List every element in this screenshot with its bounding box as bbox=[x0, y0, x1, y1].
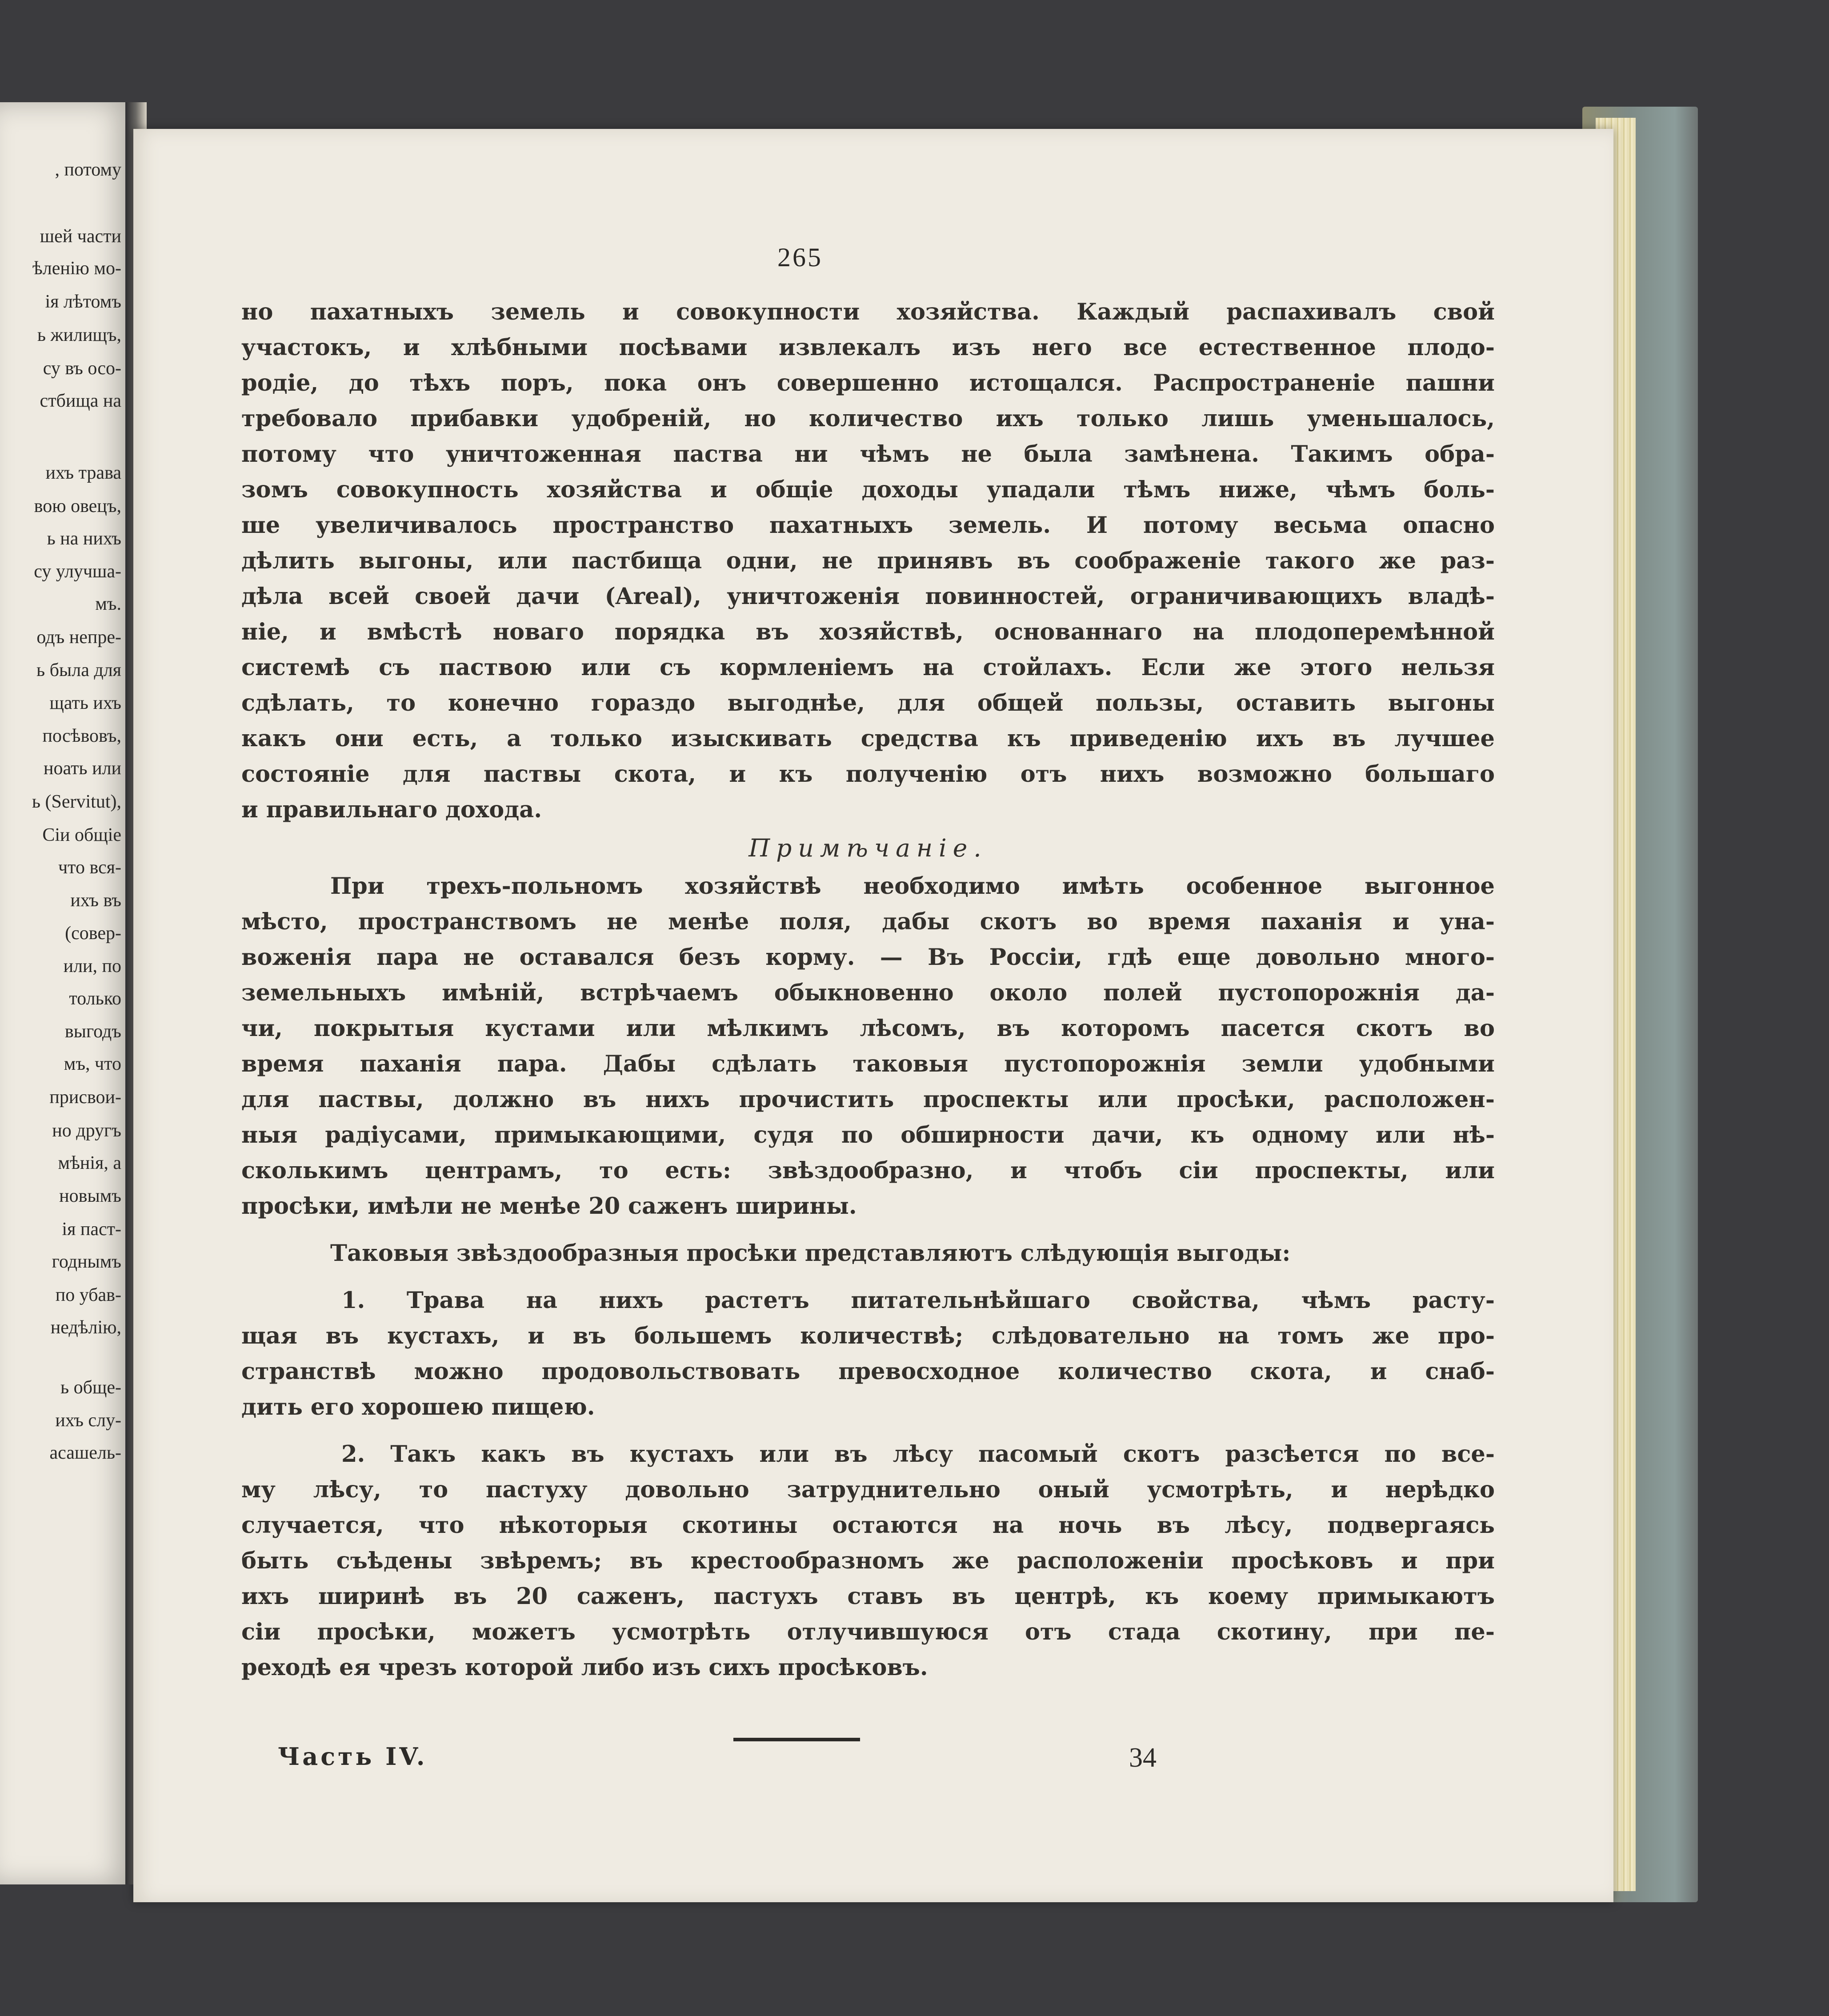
text-line: дѣлить выгоны, или пастбища одни, не принявъ въ соображеніе такого же раз- bbox=[241, 548, 1495, 574]
text-line: время паханія пара. Дабы сдѣлать таковыя пустопорожнія земли удобными bbox=[241, 1051, 1495, 1077]
text-line: дить его хорошею пищею. bbox=[241, 1394, 595, 1420]
text-line: реходѣ ея чрезъ которой либо изъ сихъ просѣковъ. bbox=[241, 1654, 928, 1681]
text-line: ихъ ширинѣ въ 20 саженъ, пастухъ ставъ въ центрѣ, къ коему примыкаютъ bbox=[241, 1583, 1495, 1610]
left-page-line: мъ. bbox=[95, 594, 121, 614]
text-line: но пахатныхъ земель и совокупности хозяйства. Каждый распахивалъ свой bbox=[241, 299, 1495, 325]
text-line: ныя радіусами, примыкающими, судя по обширности дачи, къ одному или нѣ- bbox=[241, 1122, 1495, 1148]
paragraph-main bbox=[241, 294, 1495, 828]
left-page-line: су улучша- bbox=[34, 561, 121, 582]
current-page bbox=[133, 129, 1613, 1902]
list-item-2 bbox=[241, 1436, 1495, 1685]
left-page-line: стбища на bbox=[40, 391, 121, 411]
text-line: Таковыя звѣздообразныя просѣки представляютъ слѣдующія выгоды: bbox=[330, 1240, 1291, 1267]
left-page-line: ія лѣтомъ bbox=[45, 292, 121, 312]
text-line: родіе, до тѣхъ поръ, пока онъ совершенно истощался. Распространеніе пашни bbox=[241, 370, 1495, 396]
left-page-line: ихъ въ bbox=[70, 890, 121, 911]
footer-sheet-number: 34 bbox=[1129, 1743, 1157, 1773]
text-line: 1. Трава на нихъ растетъ питательнѣйшаго свойства, чѣмъ расту- bbox=[341, 1287, 1495, 1314]
note-heading: Примѣчаніе. bbox=[748, 834, 988, 862]
left-page-line: но другъ bbox=[52, 1120, 121, 1141]
left-page-line: шей части bbox=[40, 226, 121, 247]
text-line: щая въ кустахъ, и въ большемъ количествѣ; слѣдовательно на томъ же про- bbox=[241, 1323, 1495, 1349]
left-page-line: ноать или bbox=[44, 758, 121, 779]
left-page-line: Сіи общіе bbox=[42, 825, 121, 845]
page-text bbox=[241, 294, 1495, 1685]
left-page-line: посѣвовъ, bbox=[42, 726, 121, 746]
paragraph-note bbox=[241, 868, 1495, 1224]
left-page-line: , потому bbox=[55, 160, 121, 180]
text-line: ніе, и вмѣстѣ новаго порядка въ хозяйствѣ, основаннаго на плодоперемѣнной bbox=[241, 619, 1495, 645]
left-page-line: по убав- bbox=[55, 1285, 121, 1305]
text-line: системѣ съ паствою или съ кормленіемъ на стойлахъ. Если же этого нельзя bbox=[241, 654, 1495, 681]
text-line: для паствы, должно въ нихъ прочистить проспекты или просѣки, расположен- bbox=[241, 1086, 1495, 1113]
left-page-line: ь была для bbox=[36, 660, 121, 680]
left-page-line: одъ непре- bbox=[36, 627, 121, 648]
left-page-line: ь обще- bbox=[60, 1377, 121, 1398]
previous-page bbox=[0, 102, 131, 1884]
left-page-line: годнымъ bbox=[52, 1252, 121, 1272]
text-line: земельныхъ имѣній, встрѣчаемъ обыкновенно около полей пустопорожнія да- bbox=[241, 980, 1495, 1006]
text-line: и правильнаго дохода. bbox=[241, 796, 542, 823]
text-line: сдѣлать, то конечно гораздо выгоднѣе, для общей пользы, оставить выгоны bbox=[241, 690, 1495, 716]
text-line: 2. Такъ какъ въ кустахъ или въ лѣсу пасомый скотъ разсѣется по все- bbox=[341, 1441, 1495, 1468]
text-line: му лѣсу, то пастуху довольно затруднительно оный усмотрѣть, и нерѣдко bbox=[241, 1476, 1495, 1503]
left-page-line: вою овецъ, bbox=[34, 496, 121, 516]
left-page-line: выгодъ bbox=[64, 1021, 121, 1042]
page-number: 265 bbox=[777, 243, 823, 272]
left-page-line: щать ихъ bbox=[49, 693, 121, 713]
text-line: состояніе для паствы скота, и къ полученію отъ нихъ возможно большаго bbox=[241, 761, 1495, 788]
text-line: сіи просѣки, можетъ усмотрѣть отлучившуюся отъ стада скотину, при пе- bbox=[241, 1619, 1495, 1645]
paragraph-advantages bbox=[241, 1236, 1495, 1271]
left-page-line: недѣлію, bbox=[50, 1317, 121, 1338]
left-page-line: ь (Servitut), bbox=[32, 792, 121, 812]
text-line: При трехъ-польномъ хозяйствѣ необходимо имѣть особенное выгонное bbox=[330, 873, 1495, 900]
left-page-line: ь жилищъ, bbox=[37, 325, 121, 345]
left-page-line: (совер- bbox=[65, 923, 121, 944]
text-line: требовало прибавки удобреній, но количество ихъ только лишь уменьшалось, bbox=[241, 405, 1495, 432]
text-line: какъ они есть, а только изыскивать средства къ приведенію ихъ въ лучшее bbox=[241, 725, 1495, 752]
left-page-line: что вся- bbox=[58, 857, 121, 878]
list-item-1 bbox=[241, 1283, 1495, 1425]
text-line: потому что уничтоженная паства ни чѣмъ не была замѣнена. Такимъ обра- bbox=[241, 441, 1495, 468]
left-page-line: су въ осо- bbox=[43, 358, 121, 379]
left-page-line: новымъ bbox=[59, 1186, 121, 1206]
text-line: дѣла всей своей дачи (Areal), уничтоженія повинностей, ограничивающихъ владѣ- bbox=[241, 583, 1495, 610]
text-line: зомъ совокупность хозяйства и общіе доходы упадали тѣмъ ниже, чѣмъ боль- bbox=[241, 476, 1495, 503]
left-page-line: мѣнія, а bbox=[58, 1153, 121, 1173]
text-line: воженія пара не оставался безъ корму. — Въ Россіи, гдѣ еще довольно много- bbox=[241, 944, 1495, 971]
left-page-line: ихъ слу- bbox=[55, 1410, 121, 1431]
left-page-line: ихъ трава bbox=[45, 463, 121, 483]
left-page-line: только bbox=[69, 988, 121, 1009]
left-page-line: присвои- bbox=[49, 1087, 121, 1108]
text-line: быть съѣдены звѣремъ; въ крестообразномъ же расположеніи просѣковъ и при bbox=[241, 1548, 1495, 1574]
left-page-line: ь на нихъ bbox=[47, 528, 121, 549]
left-page-line: или, по bbox=[63, 956, 121, 976]
text-line: мѣсто, пространствомъ не менѣе поля, дабы скотъ во время паханія и уна- bbox=[241, 908, 1495, 935]
left-page-line: ѣленію мо- bbox=[32, 258, 121, 279]
text-line: случается, что нѣкоторыя скотины остаются на ночь въ лѣсу, подвергаясь bbox=[241, 1512, 1495, 1539]
text-line: участокъ, и хлѣбными посѣвами извлекалъ изъ него все естественное плодо- bbox=[241, 334, 1495, 361]
left-page-line: мъ, что bbox=[64, 1054, 121, 1074]
text-line: ше увеличивалось пространство пахатныхъ земель. И потому весьма опасно bbox=[241, 512, 1495, 539]
text-line: сколькимъ центрамъ, то есть: звѣздообразно, и чтобъ сіи проспекты, или bbox=[241, 1157, 1495, 1184]
text-line: чи, покрытыя кустами или мѣлкимъ лѣсомъ, въ которомъ пасется скотъ во bbox=[241, 1015, 1495, 1042]
text-line: просѣки, имѣли не менѣе 20 саженъ ширины. bbox=[241, 1193, 857, 1220]
left-page-line: ія паст- bbox=[62, 1219, 121, 1240]
left-page-line: асашель- bbox=[49, 1443, 121, 1463]
text-line: странствѣ можно продовольствовать превосходное количество скота, и снаб- bbox=[241, 1358, 1495, 1385]
footer-signature: Часть IV. bbox=[278, 1742, 428, 1771]
footer-rule bbox=[733, 1738, 860, 1741]
